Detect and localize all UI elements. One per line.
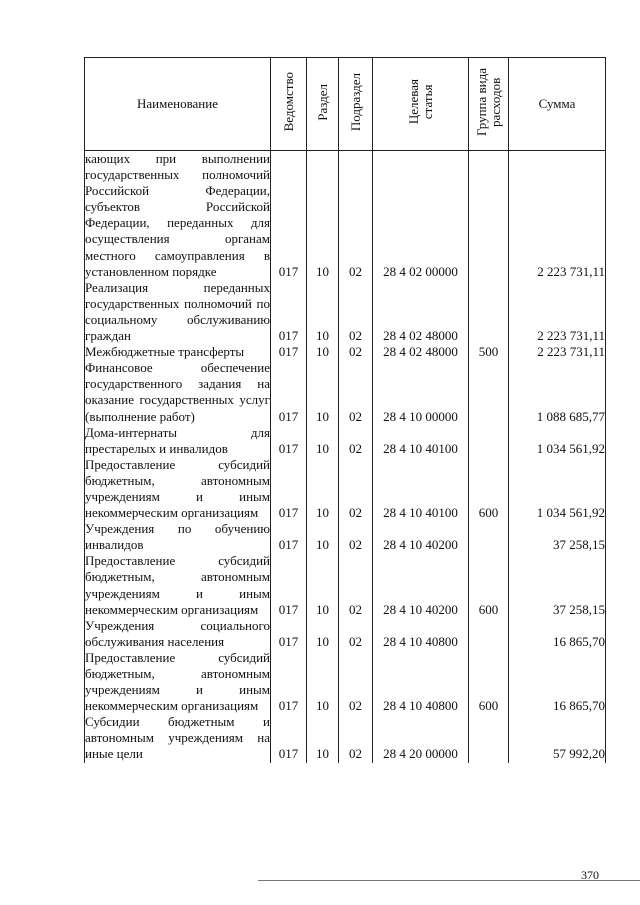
row-target: 28 4 10 00000 (373, 360, 469, 424)
row-name: Реализация переданных государственных полномочий по социальному обслуживанию граждан (85, 279, 270, 344)
row-target: 28 4 20 00000 (373, 714, 469, 762)
row-dept: 017 (271, 714, 307, 762)
table-row (85, 425, 606, 457)
row-name: Учреждения социального обслуживания населения (85, 617, 270, 649)
table-row (85, 618, 606, 650)
row-expense-group: 600 (469, 553, 509, 617)
row-target: 28 4 10 40200 (373, 521, 469, 553)
row-target: 28 4 10 40800 (373, 618, 469, 650)
table-row (85, 650, 606, 714)
header-expense-group: Группа вида расходов (469, 58, 509, 151)
row-expense-group (469, 280, 509, 344)
row-subsection: 02 (339, 425, 373, 457)
row-section: 10 (307, 553, 339, 617)
row-subsection: 02 (339, 360, 373, 424)
row-section: 10 (307, 457, 339, 521)
table-row (85, 151, 606, 280)
row-name: Предоставление субсидий бюджетным, автономным учреждениям и иным некоммерческим организациям (85, 649, 270, 714)
row-section: 10 (307, 650, 339, 714)
row-section: 10 (307, 344, 339, 360)
budget-table (84, 57, 606, 763)
row-target: 28 4 10 40100 (373, 425, 469, 457)
row-sum: 1 034 561,92 (509, 457, 606, 521)
table-row (85, 457, 606, 521)
row-expense-group (469, 618, 509, 650)
row-expense-group: 500 (469, 344, 509, 360)
row-name: Предоставление субсидий бюджетным, автономным учреждениям и иным некоммерческим организациям (85, 553, 270, 617)
row-sum: 2 223 731,11 (509, 151, 606, 280)
row-dept: 017 (271, 280, 307, 344)
row-subsection: 02 (339, 618, 373, 650)
row-expense-group: 600 (469, 650, 509, 714)
row-section: 10 (307, 425, 339, 457)
header-name: Наименование (85, 58, 271, 151)
row-dept: 017 (271, 457, 307, 521)
row-dept: 017 (271, 521, 307, 553)
row-subsection: 02 (339, 344, 373, 360)
row-name: Финансовое обеспечение государственного задания на оказание государственных услуг (выполнение работ) (85, 360, 270, 424)
header-target: Целевая статья (373, 58, 469, 151)
row-subsection: 02 (339, 553, 373, 617)
row-dept: 017 (271, 360, 307, 424)
row-target: 28 4 02 00000 (373, 151, 469, 280)
row-sum: 2 223 731,11 (509, 280, 606, 344)
row-target: 28 4 02 48000 (373, 280, 469, 344)
row-dept: 017 (271, 650, 307, 714)
row-subsection: 02 (339, 151, 373, 280)
row-sum: 1 088 685,77 (509, 360, 606, 424)
table-row (85, 344, 606, 360)
row-dept: 017 (271, 425, 307, 457)
table-row (85, 360, 606, 424)
row-sum: 37 258,15 (509, 521, 606, 553)
row-expense-group (469, 714, 509, 762)
row-sum: 16 865,70 (509, 650, 606, 714)
row-sum: 2 223 731,11 (509, 344, 606, 360)
row-expense-group (469, 425, 509, 457)
table-row (85, 553, 606, 617)
row-subsection: 02 (339, 714, 373, 762)
row-sum: 37 258,15 (509, 553, 606, 617)
row-target: 28 4 10 40100 (373, 457, 469, 521)
row-name: Дома-интернаты для престарелых и инвалидов (85, 424, 270, 456)
row-section: 10 (307, 280, 339, 344)
header-section: Раздел (307, 58, 339, 151)
row-target: 28 4 10 40800 (373, 650, 469, 714)
row-section: 10 (307, 521, 339, 553)
row-subsection: 02 (339, 457, 373, 521)
header-subsection: Подраздел (339, 58, 373, 151)
row-dept: 017 (271, 553, 307, 617)
row-name: кающих при выполнении государственных полномочий Российской Федерации, субъектов Российской Федерации, переданных для осуществления органам местного самоуправления в установленном порядке (85, 151, 270, 279)
row-subsection: 02 (339, 650, 373, 714)
row-target: 28 4 02 48000 (373, 344, 469, 360)
row-dept: 017 (271, 618, 307, 650)
row-dept: 017 (271, 151, 307, 280)
row-expense-group (469, 521, 509, 553)
table-header-row (85, 58, 606, 151)
table-row (85, 280, 606, 344)
row-section: 10 (307, 714, 339, 762)
row-dept: 017 (271, 344, 307, 360)
row-expense-group (469, 151, 509, 280)
row-subsection: 02 (339, 280, 373, 344)
row-target: 28 4 10 40200 (373, 553, 469, 617)
header-dept: Ведомство (271, 58, 307, 151)
header-sum: Сумма (509, 58, 606, 151)
row-sum: 1 034 561,92 (509, 425, 606, 457)
row-subsection: 02 (339, 521, 373, 553)
row-expense-group: 600 (469, 457, 509, 521)
row-name: Субсидии бюджетным и автономным учреждениям на иные цели (85, 714, 270, 762)
row-name: Предоставление субсидий бюджетным, автономным учреждениям и иным некоммерческим организациям (85, 456, 270, 521)
row-section: 10 (307, 151, 339, 280)
row-name: Межбюджетные трансферты (85, 344, 271, 360)
page-number: 370 (581, 868, 599, 882)
table-row (85, 714, 606, 762)
row-section: 10 (307, 360, 339, 424)
footer-rule (258, 880, 640, 881)
row-sum: 16 865,70 (509, 618, 606, 650)
row-section: 10 (307, 618, 339, 650)
row-name: Учреждения по обучению инвалидов (85, 521, 270, 553)
row-sum: 57 992,20 (509, 714, 606, 762)
table-row (85, 521, 606, 553)
row-expense-group (469, 360, 509, 424)
